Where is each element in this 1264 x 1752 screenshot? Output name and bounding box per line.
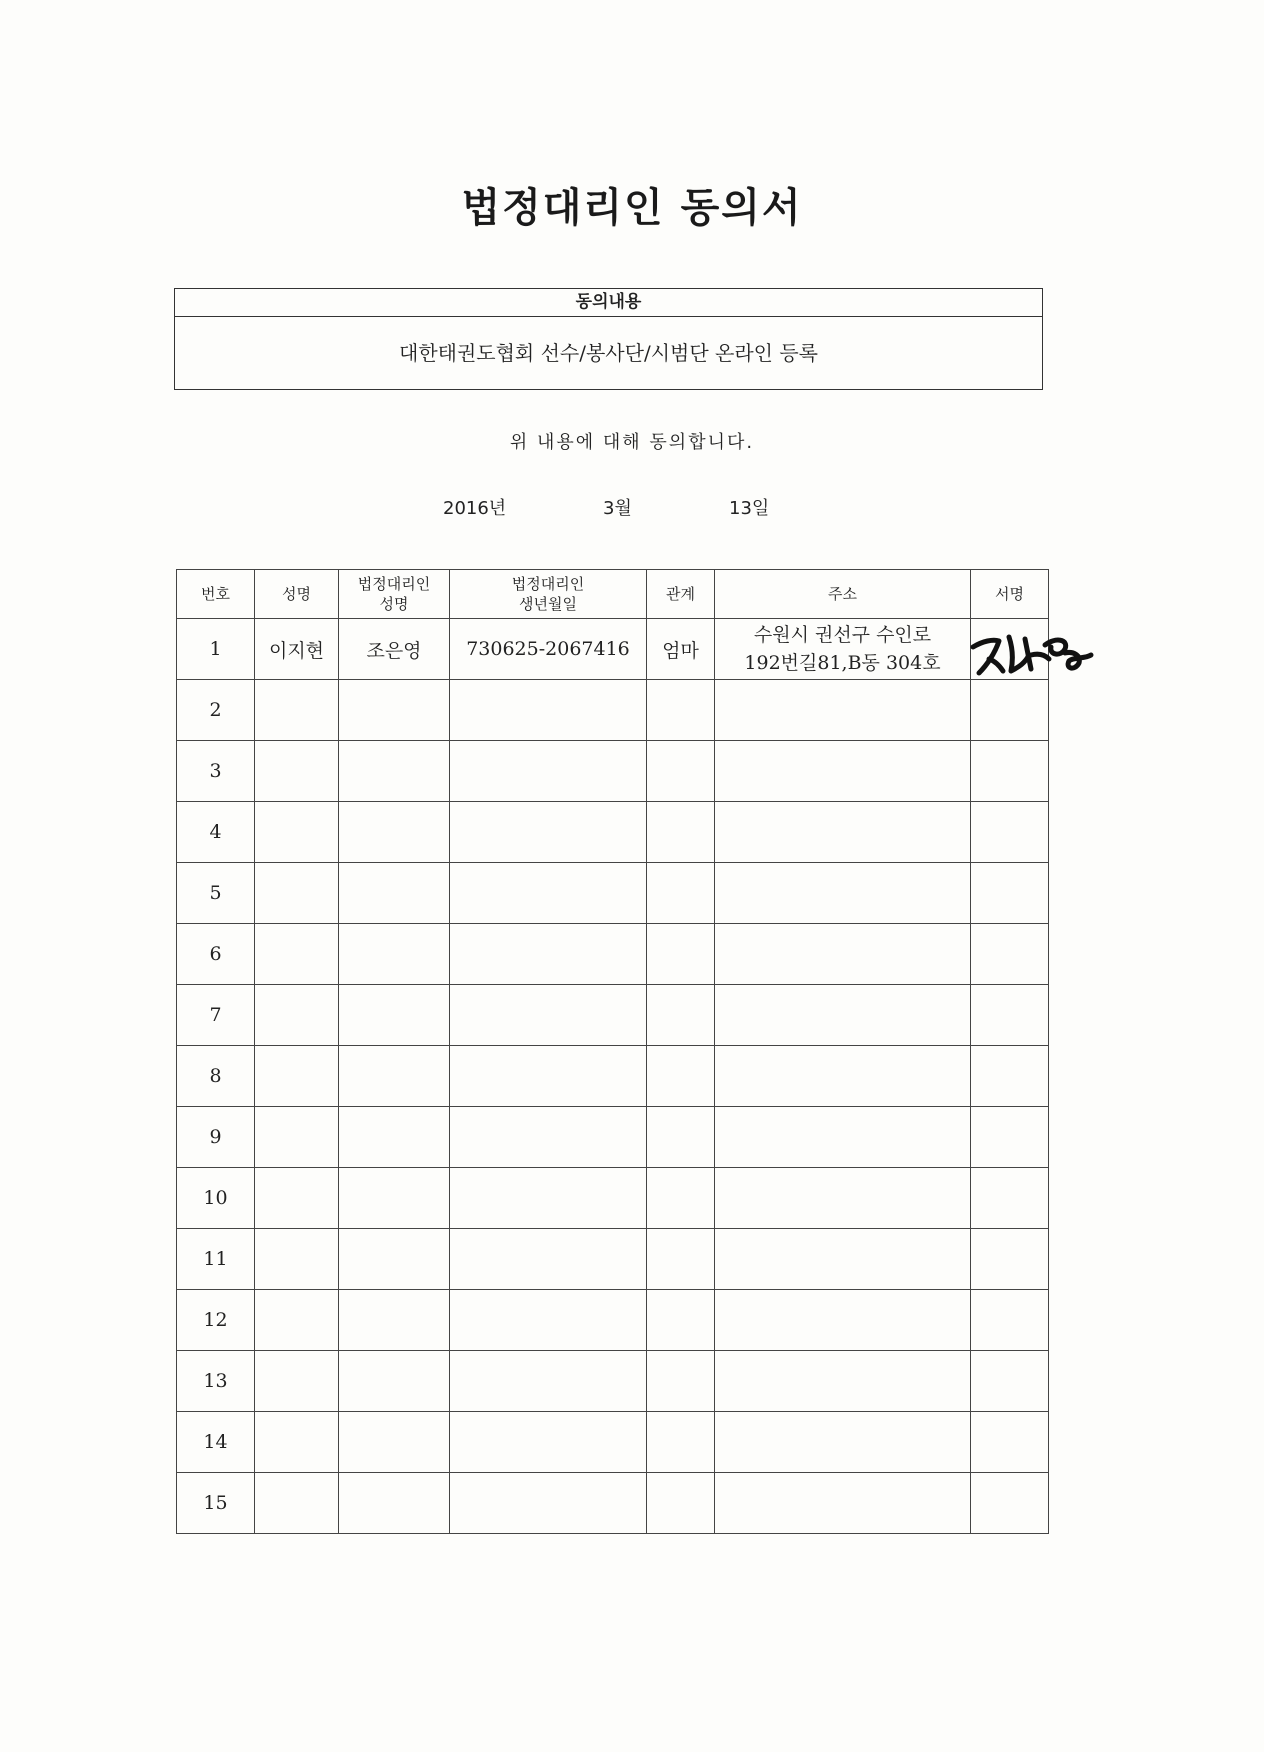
cell-name — [255, 1290, 339, 1351]
cell-name — [255, 802, 339, 863]
cell-no: 11 — [177, 1229, 255, 1290]
cell-no: 9 — [177, 1107, 255, 1168]
cell-guardian-name — [339, 680, 450, 741]
header-guardian-name — [339, 570, 450, 619]
cell-signature — [971, 619, 1049, 680]
cell-name — [255, 1168, 339, 1229]
date-year: 2016년 — [443, 498, 507, 519]
cell-no: 12 — [177, 1290, 255, 1351]
header-name: 성명 — [255, 570, 339, 619]
cell-no: 6 — [177, 924, 255, 985]
cell-signature — [971, 985, 1049, 1046]
cell-name — [255, 1473, 339, 1534]
cell-signature — [971, 863, 1049, 924]
header-guardian-name-line2: 성명 — [379, 595, 409, 613]
table-row — [177, 1412, 1049, 1473]
cell-relation — [647, 1168, 715, 1229]
cell-relation — [647, 985, 715, 1046]
cell-name — [255, 1412, 339, 1473]
cell-signature — [971, 1046, 1049, 1107]
cell-guardian-name — [339, 1168, 450, 1229]
cell-signature — [971, 1290, 1049, 1351]
table-header-row — [177, 570, 1049, 619]
cell-name — [255, 985, 339, 1046]
cell-signature — [971, 741, 1049, 802]
document-title: 법정대리인 동의서 — [461, 184, 803, 231]
cell-address — [715, 1168, 971, 1229]
cell-guardian-birth — [450, 1046, 647, 1107]
cell-address — [715, 985, 971, 1046]
cell-guardian-name — [339, 985, 450, 1046]
cell-address — [715, 1473, 971, 1534]
cell-name — [255, 863, 339, 924]
header-relation: 관계 — [647, 570, 715, 619]
cell-name — [255, 1229, 339, 1290]
header-guardian-name-line1: 법정대리인 — [357, 575, 431, 593]
cell-address — [715, 1046, 971, 1107]
table-row — [177, 924, 1049, 985]
table-row — [177, 741, 1049, 802]
table-row — [177, 985, 1049, 1046]
cell-address — [715, 1229, 971, 1290]
cell-no: 13 — [177, 1351, 255, 1412]
cell-guardian-name — [339, 802, 450, 863]
date-month: 3월 — [603, 498, 632, 519]
cell-guardian-birth — [450, 985, 647, 1046]
cell-no: 3 — [177, 741, 255, 802]
cell-guardian-name — [339, 924, 450, 985]
cell-signature — [971, 1229, 1049, 1290]
guardian-roster-table — [176, 569, 1049, 1534]
cell-signature — [971, 1351, 1049, 1412]
cell-guardian-name — [339, 1473, 450, 1534]
cell-signature — [971, 680, 1049, 741]
cell-guardian-birth — [450, 802, 647, 863]
cell-signature — [971, 1107, 1049, 1168]
cell-relation — [647, 1107, 715, 1168]
cell-address — [715, 619, 971, 680]
table-row — [177, 1168, 1049, 1229]
cell-guardian-name — [339, 1107, 450, 1168]
cell-guardian-birth: 730625-2067416 — [450, 619, 647, 680]
cell-name — [255, 741, 339, 802]
table-row — [177, 1046, 1049, 1107]
consent-content-box — [174, 288, 1043, 390]
cell-address — [715, 1412, 971, 1473]
cell-address — [715, 680, 971, 741]
table-row — [177, 1351, 1049, 1412]
cell-guardian-name — [339, 1412, 450, 1473]
consent-content-body: 대한태권도협회 선수/봉사단/시범단 온라인 등록 — [399, 341, 818, 365]
cell-guardian-birth — [450, 1351, 647, 1412]
cell-address — [715, 1107, 971, 1168]
cell-guardian-name — [339, 1290, 450, 1351]
cell-guardian-name — [339, 863, 450, 924]
table-row — [177, 1229, 1049, 1290]
cell-guardian-name — [339, 1046, 450, 1107]
cell-no: 8 — [177, 1046, 255, 1107]
cell-name — [255, 680, 339, 741]
cell-signature — [971, 802, 1049, 863]
header-signature: 서명 — [971, 570, 1049, 619]
cell-guardian-name: 조은영 — [339, 619, 450, 680]
handwritten-signature — [969, 625, 1099, 681]
cell-signature — [971, 924, 1049, 985]
cell-guardian-birth — [450, 1168, 647, 1229]
cell-relation — [647, 680, 715, 741]
cell-relation — [647, 1351, 715, 1412]
cell-name — [255, 1046, 339, 1107]
cell-guardian-birth — [450, 1229, 647, 1290]
table-row — [177, 863, 1049, 924]
table-row — [177, 1107, 1049, 1168]
cell-guardian-name — [339, 1229, 450, 1290]
cell-relation — [647, 1412, 715, 1473]
cell-relation — [647, 1473, 715, 1534]
cell-no: 4 — [177, 802, 255, 863]
cell-relation — [647, 741, 715, 802]
cell-guardian-name — [339, 1351, 450, 1412]
cell-guardian-birth — [450, 1290, 647, 1351]
cell-relation — [647, 1229, 715, 1290]
cell-no: 7 — [177, 985, 255, 1046]
cell-relation — [647, 802, 715, 863]
cell-no: 5 — [177, 863, 255, 924]
cell-no: 10 — [177, 1168, 255, 1229]
cell-guardian-birth — [450, 741, 647, 802]
cell-address — [715, 802, 971, 863]
table-row — [177, 802, 1049, 863]
cell-guardian-birth — [450, 1107, 647, 1168]
table-row — [177, 1290, 1049, 1351]
address-line: 192번길81,B동 304호 — [744, 652, 941, 674]
header-guardian-birth — [450, 570, 647, 619]
agreement-statement: 위 내용에 대해 동의합니다. — [509, 432, 755, 453]
cell-relation — [647, 1290, 715, 1351]
cell-signature — [971, 1412, 1049, 1473]
consent-content-header: 동의내용 — [175, 289, 1042, 317]
cell-signature — [971, 1168, 1049, 1229]
cell-no: 14 — [177, 1412, 255, 1473]
cell-guardian-birth — [450, 1473, 647, 1534]
cell-signature — [971, 1473, 1049, 1534]
table-row — [177, 1473, 1049, 1534]
cell-guardian-birth — [450, 1412, 647, 1473]
cell-guardian-birth — [450, 680, 647, 741]
cell-name — [255, 924, 339, 985]
cell-address — [715, 1290, 971, 1351]
cell-relation — [647, 924, 715, 985]
header-no: 번호 — [177, 570, 255, 619]
table-row — [177, 619, 1049, 680]
cell-address — [715, 924, 971, 985]
cell-relation — [647, 1046, 715, 1107]
cell-address — [715, 863, 971, 924]
cell-name: 이지현 — [255, 619, 339, 680]
cell-no: 15 — [177, 1473, 255, 1534]
cell-name — [255, 1107, 339, 1168]
cell-relation: 엄마 — [647, 619, 715, 680]
cell-no: 2 — [177, 680, 255, 741]
cell-no: 1 — [177, 619, 255, 680]
cell-name — [255, 1351, 339, 1412]
address-line: 수원시 권선구 수인로 — [753, 624, 932, 646]
cell-address — [715, 1351, 971, 1412]
cell-guardian-birth — [450, 863, 647, 924]
cell-guardian-name — [339, 741, 450, 802]
table-row — [177, 680, 1049, 741]
cell-relation — [647, 863, 715, 924]
cell-guardian-birth — [450, 924, 647, 985]
header-guardian-birth-line1: 법정대리인 — [511, 575, 585, 593]
date-day: 13일 — [729, 498, 770, 519]
cell-address — [715, 741, 971, 802]
header-address: 주소 — [715, 570, 971, 619]
header-guardian-birth-line2: 생년월일 — [519, 595, 577, 613]
